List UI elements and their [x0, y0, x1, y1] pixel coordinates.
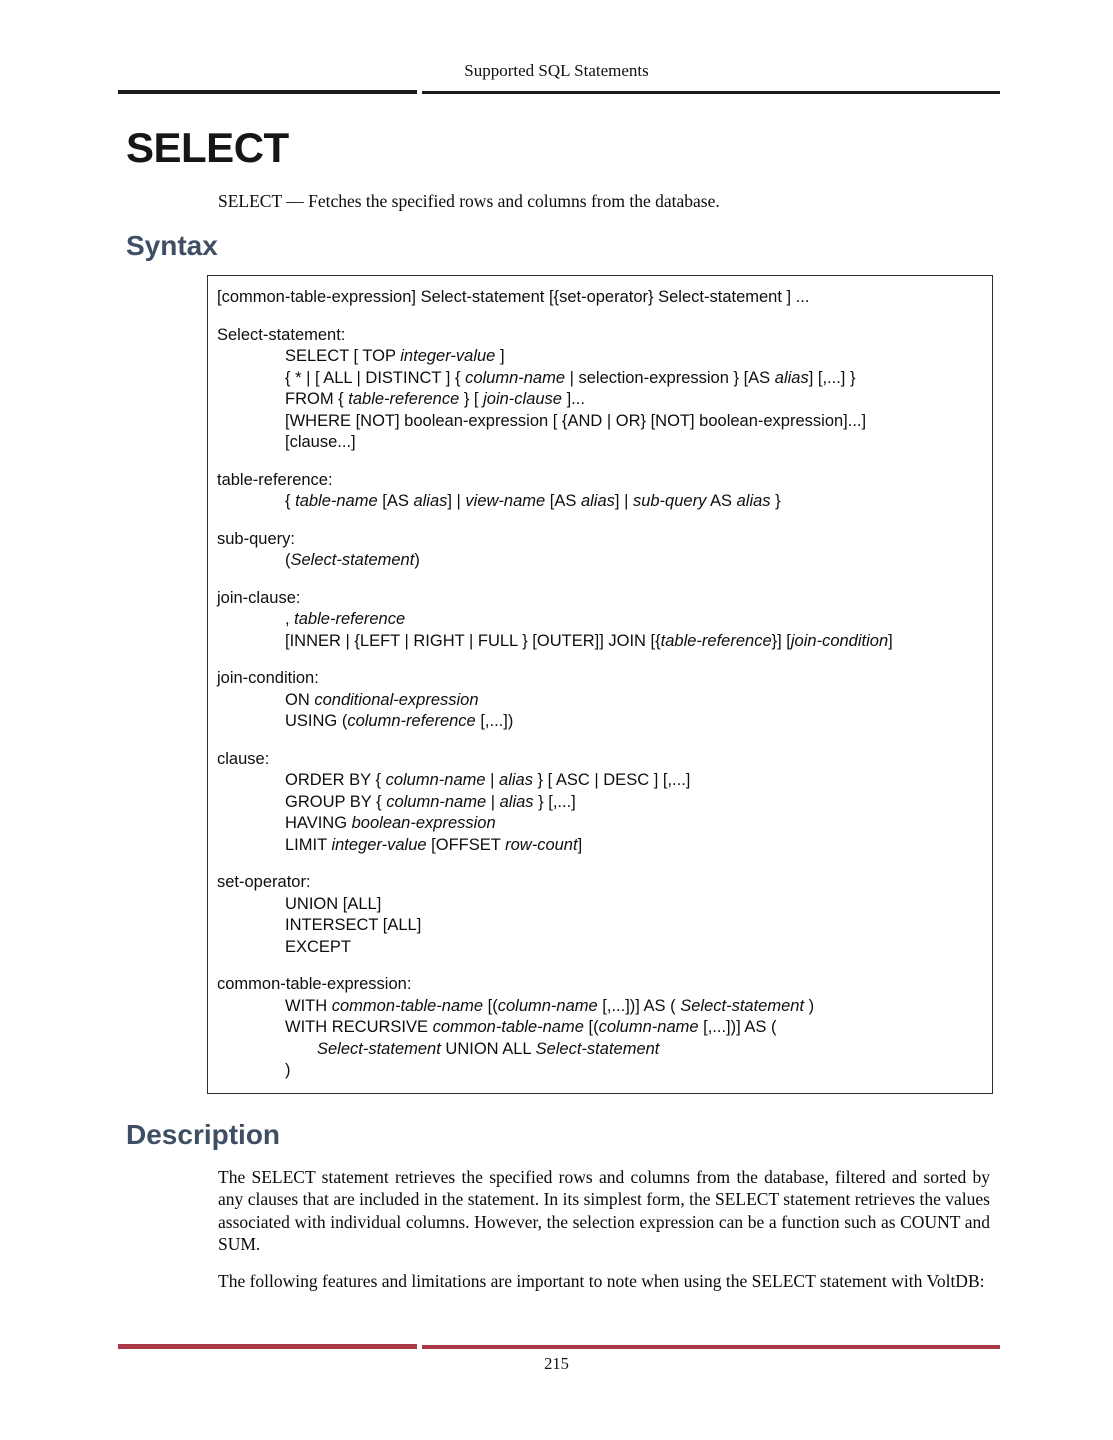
- syntax-blank-line: [217, 856, 982, 872]
- syntax-keyword-text: ]: [888, 631, 893, 650]
- syntax-keyword-text: ): [285, 1061, 291, 1079]
- syntax-keyword-text: [common-table-expression] Select-statement [{set-operator} Select-statement ] ...: [217, 288, 810, 306]
- syntax-keyword-text: [(: [483, 996, 498, 1015]
- syntax-keyword-text: GROUP BY {: [285, 792, 387, 811]
- syntax-line: [217, 491, 982, 513]
- syntax-keyword-text: common-table-expression:: [217, 975, 412, 993]
- syntax-keyword-text: LIMIT: [285, 835, 332, 854]
- syntax-placeholder: alias: [499, 792, 534, 811]
- syntax-placeholder: common-table-name: [331, 996, 484, 1015]
- syntax-keyword-text: join-clause:: [217, 588, 301, 607]
- syntax-line: [217, 411, 982, 433]
- syntax-keyword-text: }] [: [771, 631, 791, 650]
- syntax-placeholder: alias: [499, 771, 533, 789]
- syntax-keyword-text: [clause...]: [285, 433, 356, 451]
- description-paragraph: The following features and limitations are important to note when using the SELECT statement with VoltDB:: [218, 1270, 985, 1291]
- syntax-placeholder: join-clause: [483, 390, 562, 408]
- footer-rule-right-segment: [422, 1345, 1000, 1349]
- syntax-line: [217, 872, 982, 894]
- syntax-keyword-text: clause:: [217, 749, 270, 768]
- running-header: [0, 0, 1113, 82]
- syntax-keyword-text: [WHERE [NOT] boolean-expression [ {AND | OR} [NOT] boolean-expression]...]: [285, 411, 867, 430]
- syntax-placeholder: sub-query: [632, 492, 707, 510]
- page-number: 215: [544, 1354, 569, 1373]
- syntax-keyword-text: ]: [577, 835, 583, 854]
- syntax-line: [217, 325, 982, 347]
- syntax-blank-line: [217, 513, 982, 529]
- syntax-line: [217, 937, 982, 959]
- syntax-placeholder: column-name: [497, 996, 598, 1015]
- syntax-keyword-text: USING (: [285, 712, 348, 730]
- syntax-placeholder: column-name: [385, 771, 486, 789]
- syntax-line: [217, 389, 982, 411]
- syntax-placeholder: column-name: [465, 368, 566, 387]
- syntax-keyword-text: ): [804, 996, 815, 1015]
- syntax-keyword-text: HAVING: [285, 814, 352, 832]
- syntax-line: [217, 894, 982, 916]
- syntax-line: [217, 368, 982, 390]
- syntax-keyword-text: [AS: [377, 492, 414, 510]
- syntax-keyword-text: UNION [ALL]: [285, 894, 382, 913]
- syntax-blank-line: [217, 572, 982, 588]
- syntax-line: [217, 813, 982, 835]
- syntax-keyword-text: [INNER | {LEFT | RIGHT | FULL } [OUTER]] JOIN [{: [285, 631, 661, 650]
- syntax-keyword-text: INTERSECT [ALL]: [285, 916, 422, 934]
- footer-rule: [118, 1344, 1000, 1349]
- syntax-line: [217, 529, 982, 551]
- syntax-placeholder: column-reference: [347, 712, 476, 730]
- syntax-line: [217, 631, 982, 653]
- syntax-line: [217, 690, 982, 712]
- syntax-keyword-text: ]...: [561, 390, 585, 408]
- syntax-placeholder: alias: [774, 368, 809, 387]
- syntax-line: [217, 588, 982, 610]
- syntax-keyword-text: [(: [583, 1018, 599, 1036]
- description-heading: Description: [126, 1118, 281, 1150]
- syntax-placeholder: view-name: [465, 492, 546, 510]
- syntax-line: [217, 550, 982, 572]
- syntax-placeholder: table-name: [295, 492, 378, 510]
- footer-rule-left-segment: [118, 1344, 417, 1349]
- syntax-line: [217, 609, 982, 631]
- syntax-keyword-text: EXCEPT: [285, 937, 352, 956]
- intro-text: SELECT — Fetches the specified rows and columns from the database.: [218, 191, 720, 211]
- syntax-line: [217, 287, 982, 309]
- syntax-keyword-text: [OFFSET: [426, 835, 506, 854]
- syntax-placeholder: table-reference: [294, 610, 406, 628]
- syntax-keyword-text: Select-statement:: [217, 325, 346, 344]
- syntax-keyword-text: sub-query:: [217, 529, 295, 548]
- syntax-placeholder: integer-value: [331, 835, 427, 854]
- syntax-keyword-text: WITH: [285, 996, 332, 1015]
- syntax-keyword-text: ON: [285, 690, 315, 709]
- syntax-line: [217, 470, 982, 492]
- running-header-title: Supported SQL Statements: [464, 61, 649, 80]
- syntax-blank-line: [217, 652, 982, 668]
- syntax-line: [217, 792, 982, 814]
- syntax-keyword-text: ORDER BY {: [285, 771, 386, 789]
- syntax-keyword-text: ] [,...] }: [808, 368, 856, 387]
- syntax-keyword-text: table-reference:: [217, 470, 333, 489]
- syntax-line: [217, 711, 982, 733]
- syntax-line: [217, 749, 982, 771]
- header-rule-left-segment: [118, 90, 417, 94]
- syntax-placeholder: table-reference: [348, 390, 460, 408]
- syntax-line: [217, 974, 982, 996]
- page-footer: [0, 1344, 1113, 1374]
- syntax-placeholder: alias: [736, 492, 771, 510]
- syntax-keyword-text: } [,...]: [533, 792, 576, 811]
- syntax-keyword-text: } [: [459, 390, 484, 408]
- syntax-placeholder: column-name: [598, 1018, 699, 1036]
- syntax-line: [217, 835, 982, 857]
- syntax-placeholder: Select-statement: [290, 551, 415, 569]
- syntax-placeholder: integer-value: [400, 347, 496, 365]
- syntax-keyword-text: } [ ASC | DESC ] [,...]: [532, 771, 691, 789]
- syntax-keyword-text: AS: [706, 492, 737, 510]
- syntax-box: [207, 275, 993, 1094]
- syntax-keyword-text: UNION ALL: [440, 1039, 536, 1058]
- syntax-keyword-text: join-condition:: [217, 669, 319, 687]
- syntax-placeholder: row-count: [505, 835, 578, 854]
- syntax-keyword-text: { * | [ ALL | DISTINCT ] {: [285, 368, 466, 387]
- syntax-keyword-text: WITH RECURSIVE: [285, 1018, 433, 1036]
- syntax-keyword-text: ] |: [614, 492, 633, 510]
- syntax-placeholder: join-condition: [790, 631, 889, 650]
- syntax-keyword-text: |: [486, 792, 500, 811]
- header-rule-right-segment: [422, 91, 1000, 94]
- syntax-keyword-text: (: [285, 551, 291, 569]
- syntax-keyword-text: |: [485, 771, 500, 789]
- syntax-placeholder: Select-statement: [680, 996, 805, 1015]
- syntax-blank-line: [217, 454, 982, 470]
- syntax-line: [217, 668, 982, 690]
- syntax-keyword-text: ): [414, 551, 420, 569]
- syntax-keyword-text: }: [770, 492, 781, 510]
- syntax-line: [217, 1017, 982, 1039]
- syntax-placeholder: common-table-name: [432, 1018, 584, 1036]
- syntax-placeholder: alias: [413, 492, 448, 510]
- syntax-line: [217, 346, 982, 368]
- syntax-placeholder: table-reference: [660, 631, 772, 650]
- syntax-blank-line: [217, 733, 982, 749]
- syntax-blank-line: [217, 958, 982, 974]
- syntax-placeholder: alias: [580, 492, 615, 510]
- syntax-keyword-text: SELECT [ TOP: [285, 347, 401, 365]
- syntax-keyword-text: ] |: [447, 492, 466, 510]
- syntax-heading: Syntax: [126, 230, 218, 261]
- syntax-placeholder: column-name: [386, 792, 487, 811]
- syntax-keyword-text: {: [285, 492, 296, 510]
- syntax-line: [217, 996, 982, 1018]
- syntax-placeholder: conditional-expression: [314, 690, 479, 709]
- syntax-keyword-text: ,: [285, 610, 295, 628]
- syntax-line: [217, 432, 982, 454]
- syntax-keyword-text: [,...]): [475, 712, 514, 730]
- syntax-keyword-text: set-operator:: [217, 873, 311, 891]
- syntax-blank-line: [217, 309, 982, 325]
- syntax-keyword-text: [AS: [545, 492, 581, 510]
- syntax-keyword-text: [,...])] AS (: [698, 1018, 777, 1036]
- syntax-placeholder: boolean-expression: [351, 814, 496, 832]
- page-title: SELECT: [126, 124, 289, 171]
- description-paragraph: The SELECT statement retrieves the specified rows and columns from the database, filtered and sorted by any clauses that are included in the statement. In its simplest form, the SELECT statement retrieves the values associated with individual columns. However, the selection expression can be a function such as COUNT and SUM.: [218, 1166, 990, 1254]
- syntax-line: [217, 915, 982, 937]
- syntax-line: [217, 770, 982, 792]
- syntax-line: [217, 1060, 982, 1082]
- syntax-line: [217, 1039, 982, 1061]
- syntax-keyword-text: FROM {: [285, 390, 349, 408]
- syntax-keyword-text: [,...])] AS (: [597, 996, 681, 1015]
- header-rule: [118, 90, 1000, 94]
- syntax-placeholder: Select-statement: [535, 1039, 660, 1058]
- syntax-placeholder: Select-statement: [317, 1039, 441, 1058]
- syntax-keyword-text: | selection-expression } [AS: [565, 368, 775, 387]
- syntax-keyword-text: ]: [495, 347, 505, 365]
